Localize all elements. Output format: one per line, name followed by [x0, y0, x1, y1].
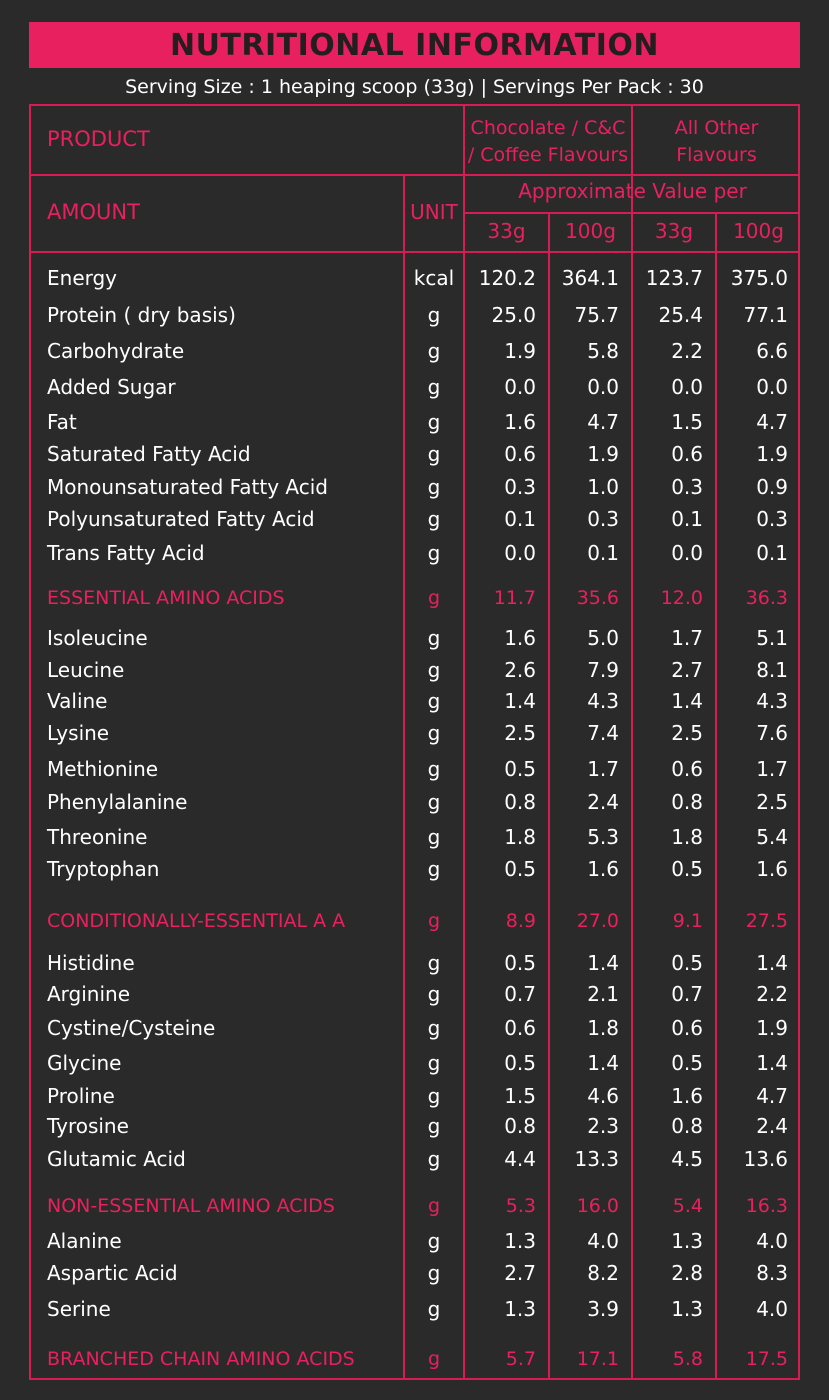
nutrient-name: Serine: [47, 1297, 111, 1321]
value-other-100g: 4.7: [756, 1084, 788, 1108]
nutrient-name: Tryptophan: [47, 857, 160, 881]
value-choc-33g: 1.8: [504, 825, 536, 849]
unit-cell: g: [427, 1195, 441, 1217]
unit-cell: kcal: [413, 266, 455, 290]
flavour-group-2-line1: All Other: [674, 117, 759, 139]
table-row: [0, 335, 829, 367]
value-choc-33g: 5.7: [505, 1348, 536, 1370]
table-row: [0, 406, 829, 438]
product-header: PRODUCT: [47, 127, 150, 151]
value-other-33g: 1.7: [671, 626, 703, 650]
value-choc-33g: 1.6: [504, 626, 536, 650]
nutrient-name: CONDITIONALLY-ESSENTIAL A A: [47, 910, 346, 932]
unit-cell: g: [427, 303, 441, 327]
value-other-100g: 1.4: [756, 951, 788, 975]
unit-cell: g: [427, 951, 441, 975]
serving-info: Serving Size : 1 heaping scoop (33g) | Servings Per Pack : 30: [125, 76, 704, 98]
amount-header: AMOUNT: [47, 200, 140, 224]
value-choc-33g: 1.6: [504, 410, 536, 434]
nutrient-name: Glycine: [47, 1051, 122, 1075]
value-other-100g: 7.6: [756, 721, 788, 745]
header-divider-2: [29, 251, 800, 253]
nutrient-name: Glutamic Acid: [47, 1147, 186, 1171]
nutrient-name: Leucine: [47, 658, 125, 682]
value-choc-33g: 0.0: [504, 541, 536, 565]
nutrient-name: NON-ESSENTIAL AMINO ACIDS: [47, 1195, 335, 1217]
value-other-33g: 1.8: [671, 825, 703, 849]
table-row: [0, 1143, 829, 1175]
value-choc-33g: 0.6: [504, 442, 536, 466]
value-other-33g: 1.6: [671, 1084, 703, 1108]
value-other-100g: 1.9: [756, 1016, 788, 1040]
table-row: [0, 1047, 829, 1079]
unit-cell: g: [427, 541, 441, 565]
value-other-33g: 0.3: [671, 475, 703, 499]
value-choc-33g: 1.3: [504, 1229, 536, 1253]
value-other-33g: 0.8: [671, 790, 703, 814]
nutrient-name: Energy: [47, 266, 118, 290]
unit-cell: g: [427, 1147, 441, 1171]
nutrient-name: Isoleucine: [47, 626, 148, 650]
value-choc-100g: 17.1: [576, 1348, 619, 1370]
subcol-header-3: 33g: [654, 219, 694, 243]
value-other-33g: 2.5: [671, 721, 703, 745]
value-choc-100g: 27.0: [576, 910, 619, 932]
value-choc-100g: 1.4: [587, 951, 619, 975]
nutrient-name: Alanine: [47, 1229, 122, 1253]
value-choc-100g: 0.1: [587, 541, 619, 565]
value-other-33g: 2.2: [671, 339, 703, 363]
value-choc-100g: 1.8: [587, 1016, 619, 1040]
table-row: [0, 299, 829, 331]
value-other-33g: 0.1: [671, 507, 703, 531]
value-choc-100g: 2.3: [587, 1114, 619, 1138]
value-other-100g: 0.3: [756, 507, 788, 531]
value-choc-33g: 2.6: [504, 658, 536, 682]
table-row: [0, 438, 829, 470]
table-row: [0, 853, 829, 885]
unit-cell: g: [427, 857, 441, 881]
table-row: [0, 537, 829, 569]
value-other-100g: 8.3: [756, 1261, 788, 1285]
value-other-100g: 0.9: [756, 475, 788, 499]
table-row: [0, 622, 829, 654]
value-other-33g: 0.8: [671, 1114, 703, 1138]
table-row: [0, 1257, 829, 1289]
subcol-header-2: 100g: [565, 219, 616, 243]
unit-cell: g: [427, 507, 441, 531]
unit-cell: g: [427, 757, 441, 781]
nutrient-name: Proline: [47, 1084, 115, 1108]
value-other-100g: 5.1: [756, 626, 788, 650]
unit-cell: g: [427, 626, 441, 650]
value-choc-100g: 7.9: [587, 658, 619, 682]
section-row: [0, 1190, 829, 1222]
value-other-33g: 0.0: [671, 541, 703, 565]
nutrient-name: Arginine: [47, 982, 131, 1006]
value-other-100g: 2.4: [756, 1114, 788, 1138]
value-choc-100g: 1.9: [587, 442, 619, 466]
value-other-33g: 2.8: [671, 1261, 703, 1285]
unit-cell: g: [427, 375, 441, 399]
unit-cell: g: [427, 587, 441, 609]
unit-header: UNIT: [410, 200, 458, 224]
value-other-100g: 2.2: [756, 982, 788, 1006]
value-other-100g: 4.0: [756, 1297, 788, 1321]
value-choc-100g: 3.9: [587, 1297, 619, 1321]
value-other-33g: 9.1: [672, 910, 703, 932]
value-choc-100g: 0.0: [587, 375, 619, 399]
title-banner: [29, 22, 800, 68]
value-other-100g: 4.7: [756, 410, 788, 434]
unit-cell: g: [427, 1016, 441, 1040]
value-choc-100g: 1.0: [587, 475, 619, 499]
section-row: [0, 905, 829, 937]
nutrient-name: Tyrosine: [47, 1114, 129, 1138]
value-other-100g: 5.4: [756, 825, 788, 849]
value-choc-100g: 4.7: [587, 410, 619, 434]
value-other-100g: 27.5: [745, 910, 788, 932]
value-other-33g: 0.5: [671, 951, 703, 975]
unit-cell: g: [427, 1229, 441, 1253]
flavour-group-1-header: [465, 115, 631, 169]
unit-cell: g: [427, 721, 441, 745]
value-other-33g: 5.8: [672, 1348, 703, 1370]
value-choc-33g: 0.5: [504, 757, 536, 781]
unit-cell: g: [427, 475, 441, 499]
value-choc-100g: 4.3: [587, 689, 619, 713]
value-choc-33g: 0.7: [504, 982, 536, 1006]
nutrient-name: Monounsaturated Fatty Acid: [47, 475, 329, 499]
value-other-33g: 0.5: [671, 1051, 703, 1075]
value-other-100g: 16.3: [745, 1195, 788, 1217]
table-row: [0, 753, 829, 785]
value-choc-33g: 0.0: [504, 375, 536, 399]
table-row: [0, 947, 829, 979]
unit-cell: g: [427, 339, 441, 363]
value-choc-33g: 120.2: [478, 266, 536, 290]
unit-cell: g: [427, 658, 441, 682]
table-row: [0, 1110, 829, 1142]
nutrient-name: Carbohydrate: [47, 339, 185, 363]
value-choc-33g: 5.3: [505, 1195, 536, 1217]
value-other-33g: 1.5: [671, 410, 703, 434]
value-choc-100g: 1.7: [587, 757, 619, 781]
value-choc-33g: 8.9: [505, 910, 536, 932]
value-other-100g: 4.0: [756, 1229, 788, 1253]
subcol-header-4: 100g: [733, 219, 784, 243]
unit-cell: g: [427, 442, 441, 466]
table-row: [0, 717, 829, 749]
value-other-33g: 0.5: [671, 857, 703, 881]
value-choc-33g: 25.0: [491, 303, 536, 327]
table-row: [0, 978, 829, 1010]
flavour-group-1-line1: Chocolate / C&C: [470, 117, 626, 139]
value-choc-100g: 35.6: [576, 587, 619, 609]
value-choc-100g: 5.8: [587, 339, 619, 363]
value-other-100g: 8.1: [756, 658, 788, 682]
unit-cell: g: [427, 1261, 441, 1285]
nutrient-name: Polyunsaturated Fatty Acid: [47, 507, 315, 531]
value-other-100g: 17.5: [745, 1348, 788, 1370]
flavour-group-2-line2: Flavours: [676, 144, 757, 166]
unit-cell: g: [427, 825, 441, 849]
value-other-100g: 375.0: [730, 266, 788, 290]
value-other-33g: 0.6: [671, 1016, 703, 1040]
nutrient-name: BRANCHED CHAIN AMINO ACIDS: [47, 1348, 355, 1370]
nutrient-name: Trans Fatty Acid: [47, 541, 205, 565]
value-other-100g: 77.1: [743, 303, 788, 327]
value-choc-100g: 2.1: [587, 982, 619, 1006]
value-choc-33g: 1.4: [504, 689, 536, 713]
unit-cell: g: [427, 790, 441, 814]
unit-cell: g: [427, 982, 441, 1006]
value-other-100g: 2.5: [756, 790, 788, 814]
nutrient-name: Aspartic Acid: [47, 1261, 178, 1285]
unit-cell: g: [427, 1114, 441, 1138]
value-other-33g: 1.3: [671, 1297, 703, 1321]
header-divider-1: [29, 174, 800, 176]
value-other-33g: 12.0: [660, 587, 703, 609]
value-choc-33g: 0.5: [504, 857, 536, 881]
section-row: [0, 582, 829, 614]
value-choc-100g: 16.0: [576, 1195, 619, 1217]
value-other-100g: 4.3: [756, 689, 788, 713]
value-choc-100g: 13.3: [574, 1147, 619, 1171]
value-other-33g: 0.7: [671, 982, 703, 1006]
flavour-group-2-header: [633, 115, 800, 169]
subcol-header-1: 33g: [487, 219, 526, 243]
table-row: [0, 371, 829, 403]
value-choc-100g: 4.6: [587, 1084, 619, 1108]
value-choc-33g: 1.3: [504, 1297, 536, 1321]
value-choc-33g: 2.7: [504, 1261, 536, 1285]
value-choc-100g: 4.0: [587, 1229, 619, 1253]
value-choc-100g: 0.3: [587, 507, 619, 531]
value-other-33g: 0.6: [671, 757, 703, 781]
table-row: [0, 821, 829, 853]
value-choc-100g: 1.6: [587, 857, 619, 881]
nutrient-name: Histidine: [47, 951, 135, 975]
value-other-33g: 2.7: [671, 658, 703, 682]
table-row: [0, 1225, 829, 1257]
nutrient-name: ESSENTIAL AMINO ACIDS: [47, 587, 285, 609]
value-other-100g: 1.9: [756, 442, 788, 466]
unit-cell: g: [427, 910, 441, 932]
nutrient-name: Phenylalanine: [47, 790, 188, 814]
value-other-100g: 1.6: [756, 857, 788, 881]
nutrient-name: Lysine: [47, 721, 110, 745]
unit-cell: g: [427, 1348, 441, 1370]
flavour-group-1-line2: / Coffee Flavours: [467, 144, 629, 166]
value-choc-33g: 2.5: [504, 721, 536, 745]
value-other-100g: 1.4: [756, 1051, 788, 1075]
value-choc-100g: 8.2: [587, 1261, 619, 1285]
value-choc-100g: 364.1: [561, 266, 619, 290]
value-other-100g: 0.0: [756, 375, 788, 399]
value-other-100g: 36.3: [745, 587, 788, 609]
value-choc-33g: 1.5: [504, 1084, 536, 1108]
unit-cell: g: [427, 689, 441, 713]
table-row: [0, 685, 829, 717]
section-row: [0, 1343, 829, 1375]
nutrient-name: Protein ( dry basis): [47, 303, 236, 327]
value-choc-100g: 5.0: [587, 626, 619, 650]
unit-cell: g: [427, 410, 441, 434]
value-other-33g: 25.4: [658, 303, 703, 327]
table-row: [0, 654, 829, 686]
value-choc-33g: 0.8: [504, 1114, 536, 1138]
nutrient-name: Cystine/Cysteine: [47, 1016, 216, 1040]
unit-cell: g: [427, 1084, 441, 1108]
value-other-33g: 5.4: [672, 1195, 703, 1217]
value-choc-33g: 0.3: [504, 475, 536, 499]
value-other-33g: 0.6: [671, 442, 703, 466]
value-choc-33g: 0.5: [504, 951, 536, 975]
value-choc-100g: 2.4: [587, 790, 619, 814]
nutrient-name: Saturated Fatty Acid: [47, 442, 251, 466]
value-choc-33g: 0.1: [504, 507, 536, 531]
table-row: [0, 1293, 829, 1325]
nutrient-name: Threonine: [47, 825, 148, 849]
nutrient-name: Added Sugar: [47, 375, 176, 399]
value-other-100g: 13.6: [743, 1147, 788, 1171]
unit-cell: g: [427, 1051, 441, 1075]
value-choc-100g: 1.4: [587, 1051, 619, 1075]
value-other-100g: 0.1: [756, 541, 788, 565]
value-choc-33g: 0.8: [504, 790, 536, 814]
value-other-33g: 0.0: [671, 375, 703, 399]
nutrient-name: Valine: [47, 689, 108, 713]
unit-cell: g: [427, 1297, 441, 1321]
value-choc-100g: 5.3: [587, 825, 619, 849]
value-choc-33g: 0.5: [504, 1051, 536, 1075]
value-other-33g: 123.7: [645, 266, 703, 290]
value-choc-33g: 4.4: [504, 1147, 536, 1171]
value-choc-100g: 75.7: [574, 303, 619, 327]
nutrient-name: Fat: [47, 410, 77, 434]
value-choc-33g: 1.9: [504, 339, 536, 363]
table-row: [0, 786, 829, 818]
value-other-33g: 4.5: [671, 1147, 703, 1171]
table-row: [0, 503, 829, 535]
table-row: [0, 262, 829, 294]
value-other-33g: 1.3: [671, 1229, 703, 1253]
table-row: [0, 471, 829, 503]
value-other-100g: 6.6: [756, 339, 788, 363]
value-choc-100g: 7.4: [587, 721, 619, 745]
page-title: NUTRITIONAL INFORMATION: [169, 27, 660, 63]
value-other-33g: 1.4: [671, 689, 703, 713]
nutrient-name: Methionine: [47, 757, 159, 781]
approx-value-header: Approximate Value per: [518, 179, 747, 203]
table-row: [0, 1080, 829, 1112]
value-other-100g: 1.7: [756, 757, 788, 781]
value-choc-33g: 11.7: [493, 587, 536, 609]
table-row: [0, 1012, 829, 1044]
value-choc-33g: 0.6: [504, 1016, 536, 1040]
